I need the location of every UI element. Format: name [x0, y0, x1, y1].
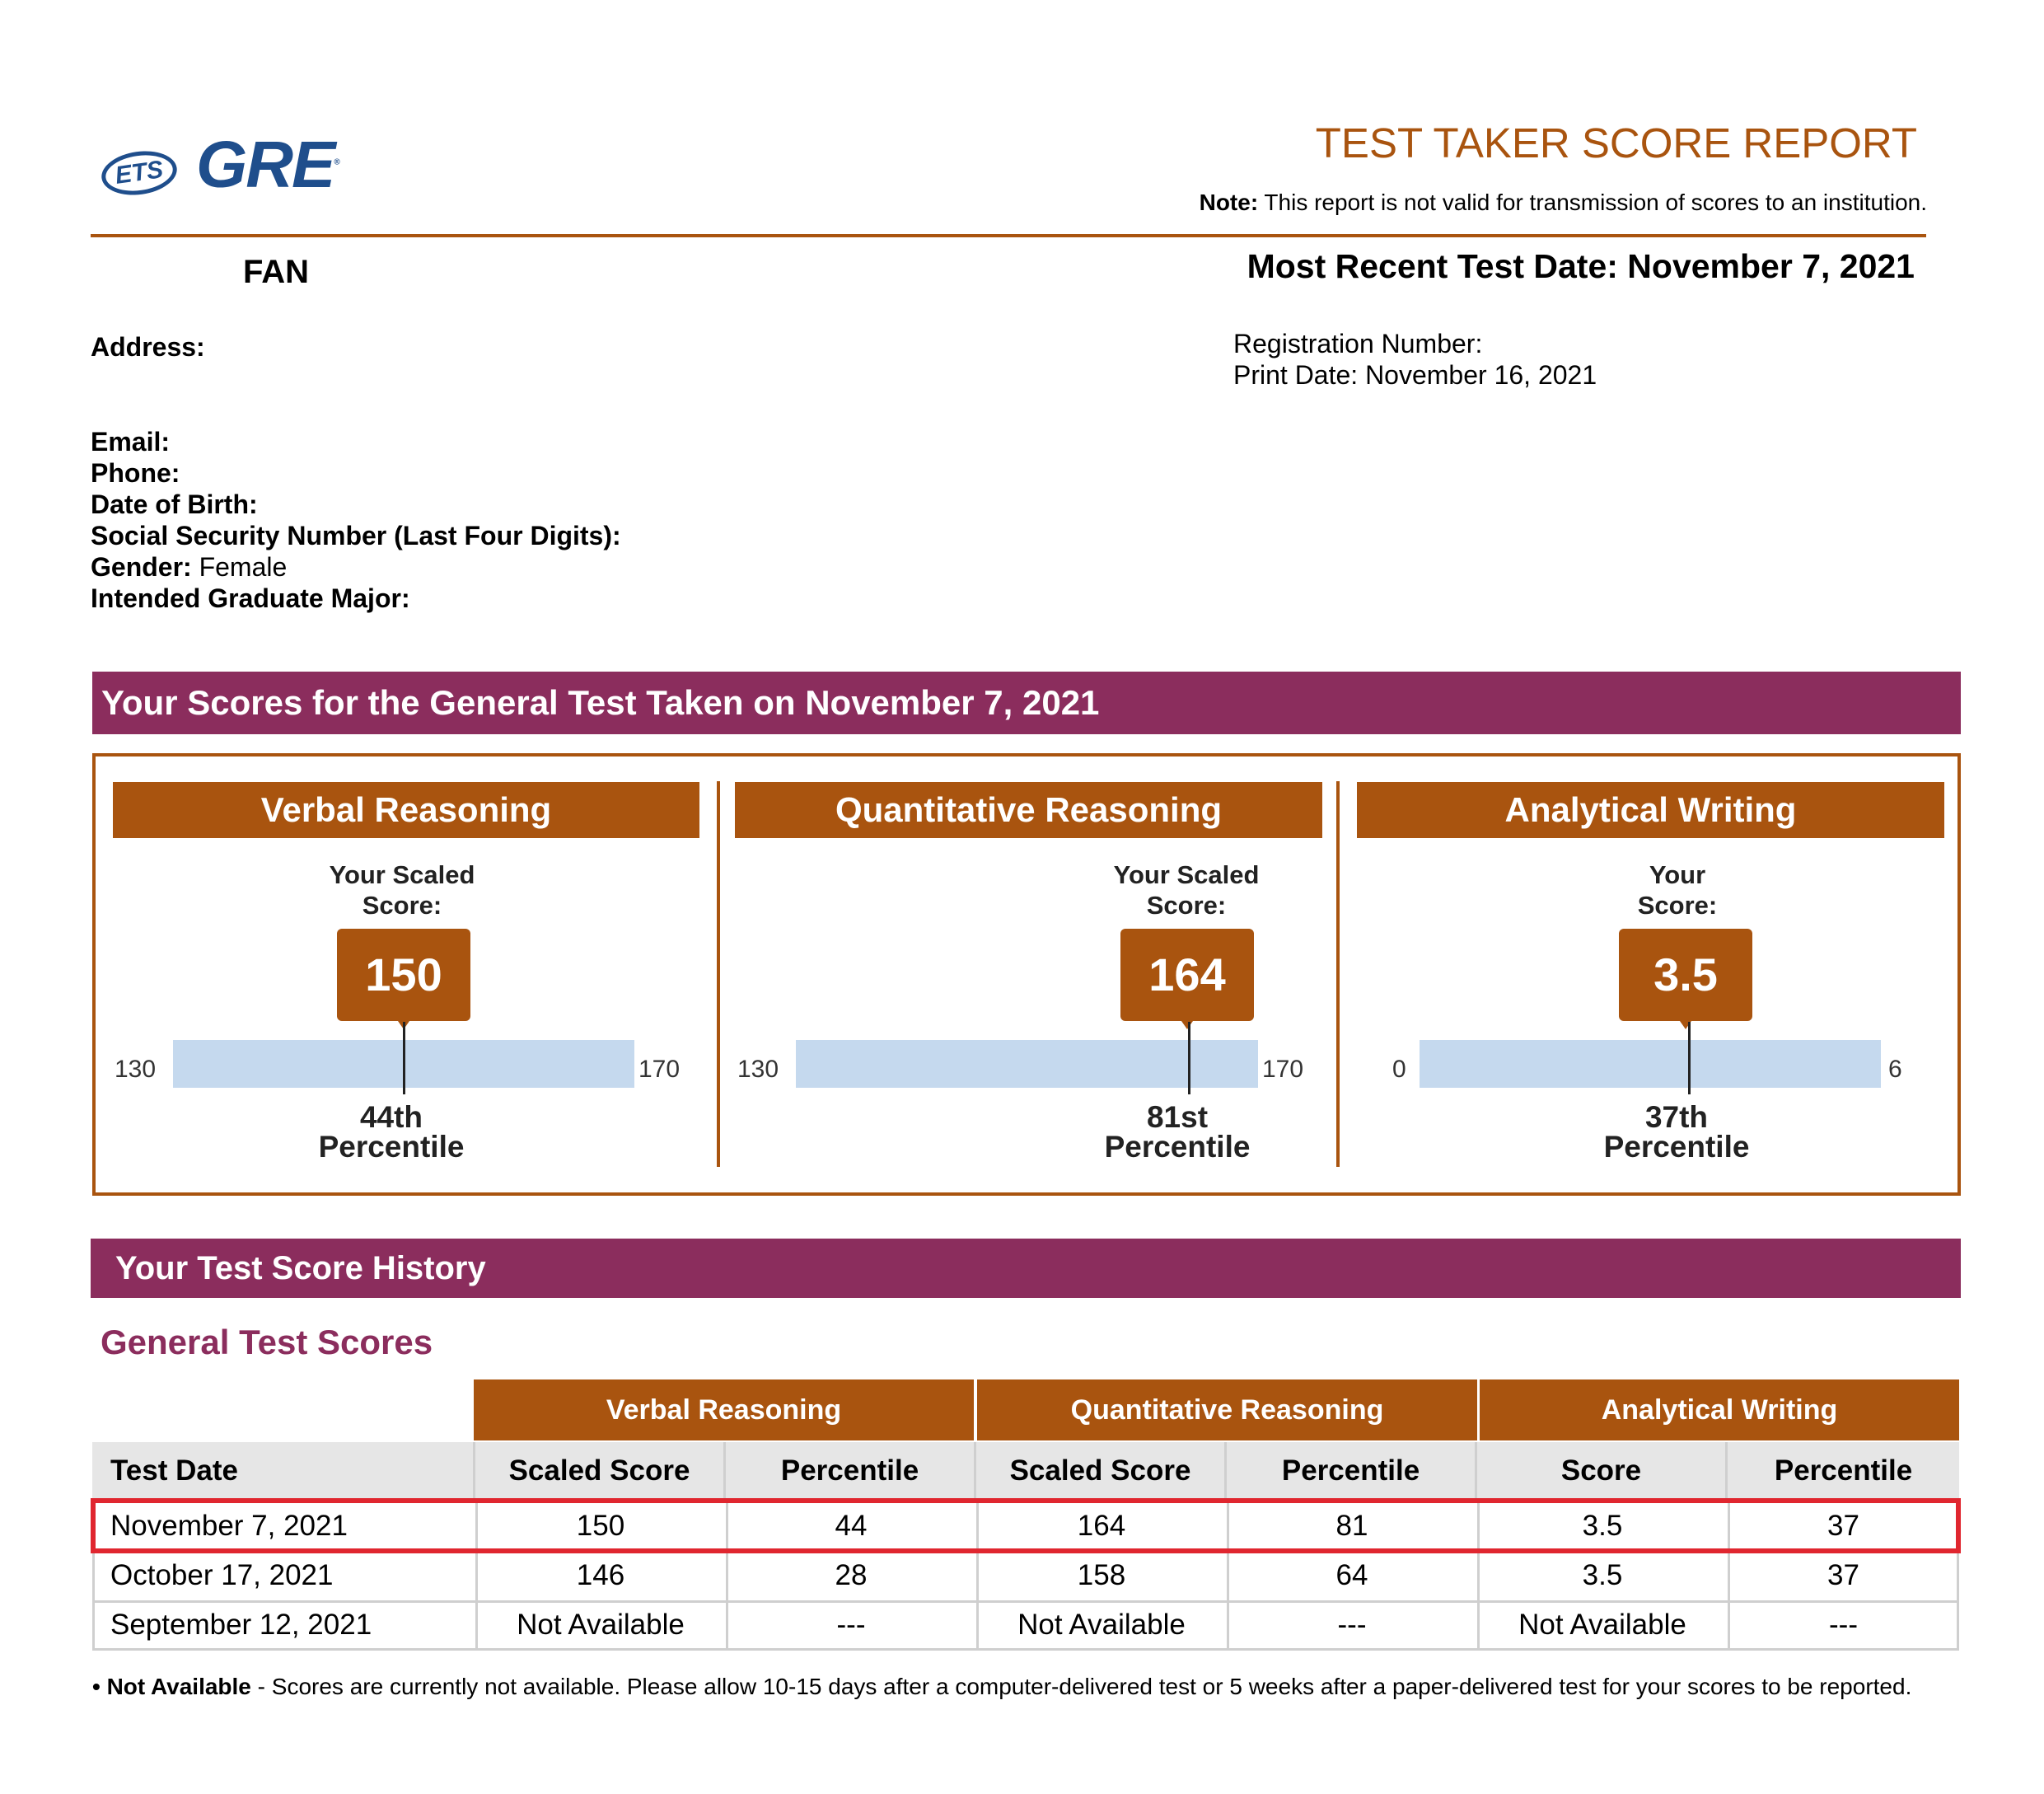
gender-label: Gender:	[91, 552, 192, 582]
writing-percentile	[1582, 1100, 1771, 1164]
intended-major-label: Intended Graduate Major:	[91, 583, 410, 613]
header-writing-percentile: Percentile	[1728, 1442, 1959, 1500]
caption-line: Your	[1649, 860, 1706, 889]
registration-number-label: Registration Number:	[1233, 329, 1483, 358]
gre-logo: GRE®	[196, 128, 339, 201]
verbal-score-caption	[320, 860, 484, 920]
verbal-reasoning-header: Verbal Reasoning	[113, 782, 699, 838]
note-label: Note:	[1199, 190, 1259, 215]
caption-line: Score:	[1146, 891, 1227, 920]
registration-info	[1233, 328, 1597, 391]
table-cell: November 7, 2021	[110, 1510, 348, 1542]
verbal-score-marker	[403, 1022, 405, 1094]
verbal-percentile	[297, 1100, 486, 1164]
table-cell: 158	[1077, 1559, 1126, 1591]
table-cell: 3.5	[1582, 1559, 1623, 1591]
table-cell: ---	[836, 1609, 866, 1641]
table-cell: 81	[1335, 1510, 1368, 1542]
quant-percentile	[1083, 1100, 1272, 1164]
table-group-writing: Analytical Writing	[1480, 1379, 1959, 1440]
header-divider	[91, 234, 1926, 237]
most-recent-test-date: Most Recent Test Date: November 7, 2021	[1247, 247, 1915, 285]
candidate-name: FAN	[243, 254, 309, 290]
phone-label: Phone:	[91, 458, 180, 488]
header-quant-scaled: Scaled Score	[976, 1442, 1227, 1500]
table-group-verbal: Verbal Reasoning	[474, 1379, 974, 1440]
quant-range-max: 170	[1262, 1056, 1304, 1083]
writing-score-caption	[1595, 860, 1760, 920]
table-cell: Not Available	[1518, 1609, 1686, 1641]
panel-divider	[1336, 781, 1340, 1167]
panel-divider	[717, 781, 720, 1167]
table-cell: 150	[576, 1510, 625, 1542]
report-title: TEST TAKER SCORE REPORT	[1315, 119, 1917, 166]
writing-score-value: 3.5	[1653, 949, 1718, 1000]
quant-range-min: 130	[737, 1056, 779, 1083]
table-cell: October 17, 2021	[110, 1559, 334, 1591]
verbal-range-min: 130	[115, 1056, 157, 1083]
caption-line: Score:	[362, 891, 442, 920]
report-note	[1200, 190, 1927, 216]
dob-label: Date of Birth:	[91, 489, 258, 519]
footnote-text: - Scores are currently not available. Please allow 10-15 days after a computer-delivered test or 5 weeks after a paper-delivered test for your scores to be reported.	[250, 1674, 1912, 1699]
table-cell: 37	[1827, 1510, 1859, 1542]
quant-score-caption	[1104, 860, 1269, 920]
table-cell: ---	[1337, 1609, 1367, 1641]
ets-logo-text: ETS	[113, 156, 166, 190]
contact-details	[91, 426, 621, 614]
percentile-value: 81st	[1146, 1100, 1209, 1134]
quant-score-value: 164	[1148, 949, 1226, 1000]
table-cell: 146	[576, 1559, 625, 1591]
percentile-value: 44th	[359, 1100, 423, 1134]
percentile-label: Percentile	[1104, 1130, 1251, 1164]
header-test-date: Test Date	[92, 1442, 475, 1500]
header-writing-score: Score	[1477, 1442, 1728, 1500]
scores-section-title: Your Scores for the General Test Taken on November 7, 2021	[92, 672, 1961, 734]
address-label: Address:	[91, 332, 205, 362]
verbal-score-value: 150	[365, 949, 442, 1000]
table-cell: 28	[835, 1559, 868, 1591]
percentile-value: 37th	[1644, 1100, 1709, 1134]
row-divider	[92, 1648, 1959, 1651]
ets-logo	[99, 147, 180, 199]
header-quant-percentile: Percentile	[1227, 1442, 1477, 1500]
gender-value: Female	[191, 552, 288, 582]
header-verbal-scaled: Scaled Score	[475, 1442, 726, 1500]
quant-score-marker	[1188, 1022, 1190, 1094]
percentile-label: Percentile	[1603, 1130, 1750, 1164]
footnote-term: • Not Available	[92, 1674, 251, 1699]
header-verbal-percentile: Percentile	[726, 1442, 976, 1500]
score-history-title: Your Test Score History	[91, 1239, 1961, 1298]
quantitative-reasoning-header: Quantitative Reasoning	[735, 782, 1322, 838]
table-cell: Not Available	[1017, 1609, 1186, 1641]
print-date: Print Date: November 16, 2021	[1233, 360, 1597, 390]
gender-row	[91, 551, 621, 583]
analytical-writing-header: Analytical Writing	[1357, 782, 1944, 838]
ssn-label: Social Security Number (Last Four Digits):	[91, 521, 621, 550]
writing-range-min: 0	[1392, 1056, 1406, 1083]
writing-score-marker	[1688, 1022, 1691, 1094]
verbal-score-box	[337, 929, 470, 1021]
email-label: Email:	[91, 427, 171, 457]
writing-score-box	[1619, 929, 1752, 1021]
general-test-scores-title: General Test Scores	[101, 1323, 433, 1361]
table-cell: 44	[835, 1510, 868, 1542]
table-cell: September 12, 2021	[110, 1609, 372, 1641]
footnote	[92, 1673, 1938, 1701]
note-text: This report is not valid for transmission of scores to an institution.	[1258, 190, 1927, 215]
writing-score-bar	[1420, 1040, 1881, 1088]
table-cell: ---	[1829, 1609, 1858, 1641]
most-recent-row-highlight	[91, 1498, 1961, 1553]
verbal-range-max: 170	[638, 1056, 681, 1083]
gre-logo-text: GRE	[196, 128, 334, 201]
table-cell: 3.5	[1582, 1510, 1623, 1542]
quant-score-box	[1120, 929, 1254, 1021]
table-cell: 37	[1827, 1559, 1859, 1591]
caption-line: Your Scaled	[1113, 860, 1260, 889]
table-cell: Not Available	[517, 1609, 685, 1641]
table-cell: 164	[1077, 1510, 1126, 1542]
table-cell: 64	[1335, 1559, 1368, 1591]
percentile-label: Percentile	[318, 1130, 465, 1164]
writing-range-max: 6	[1888, 1056, 1902, 1083]
caption-line: Score:	[1637, 891, 1718, 920]
table-group-quant: Quantitative Reasoning	[977, 1379, 1477, 1440]
caption-line: Your Scaled	[329, 860, 475, 889]
